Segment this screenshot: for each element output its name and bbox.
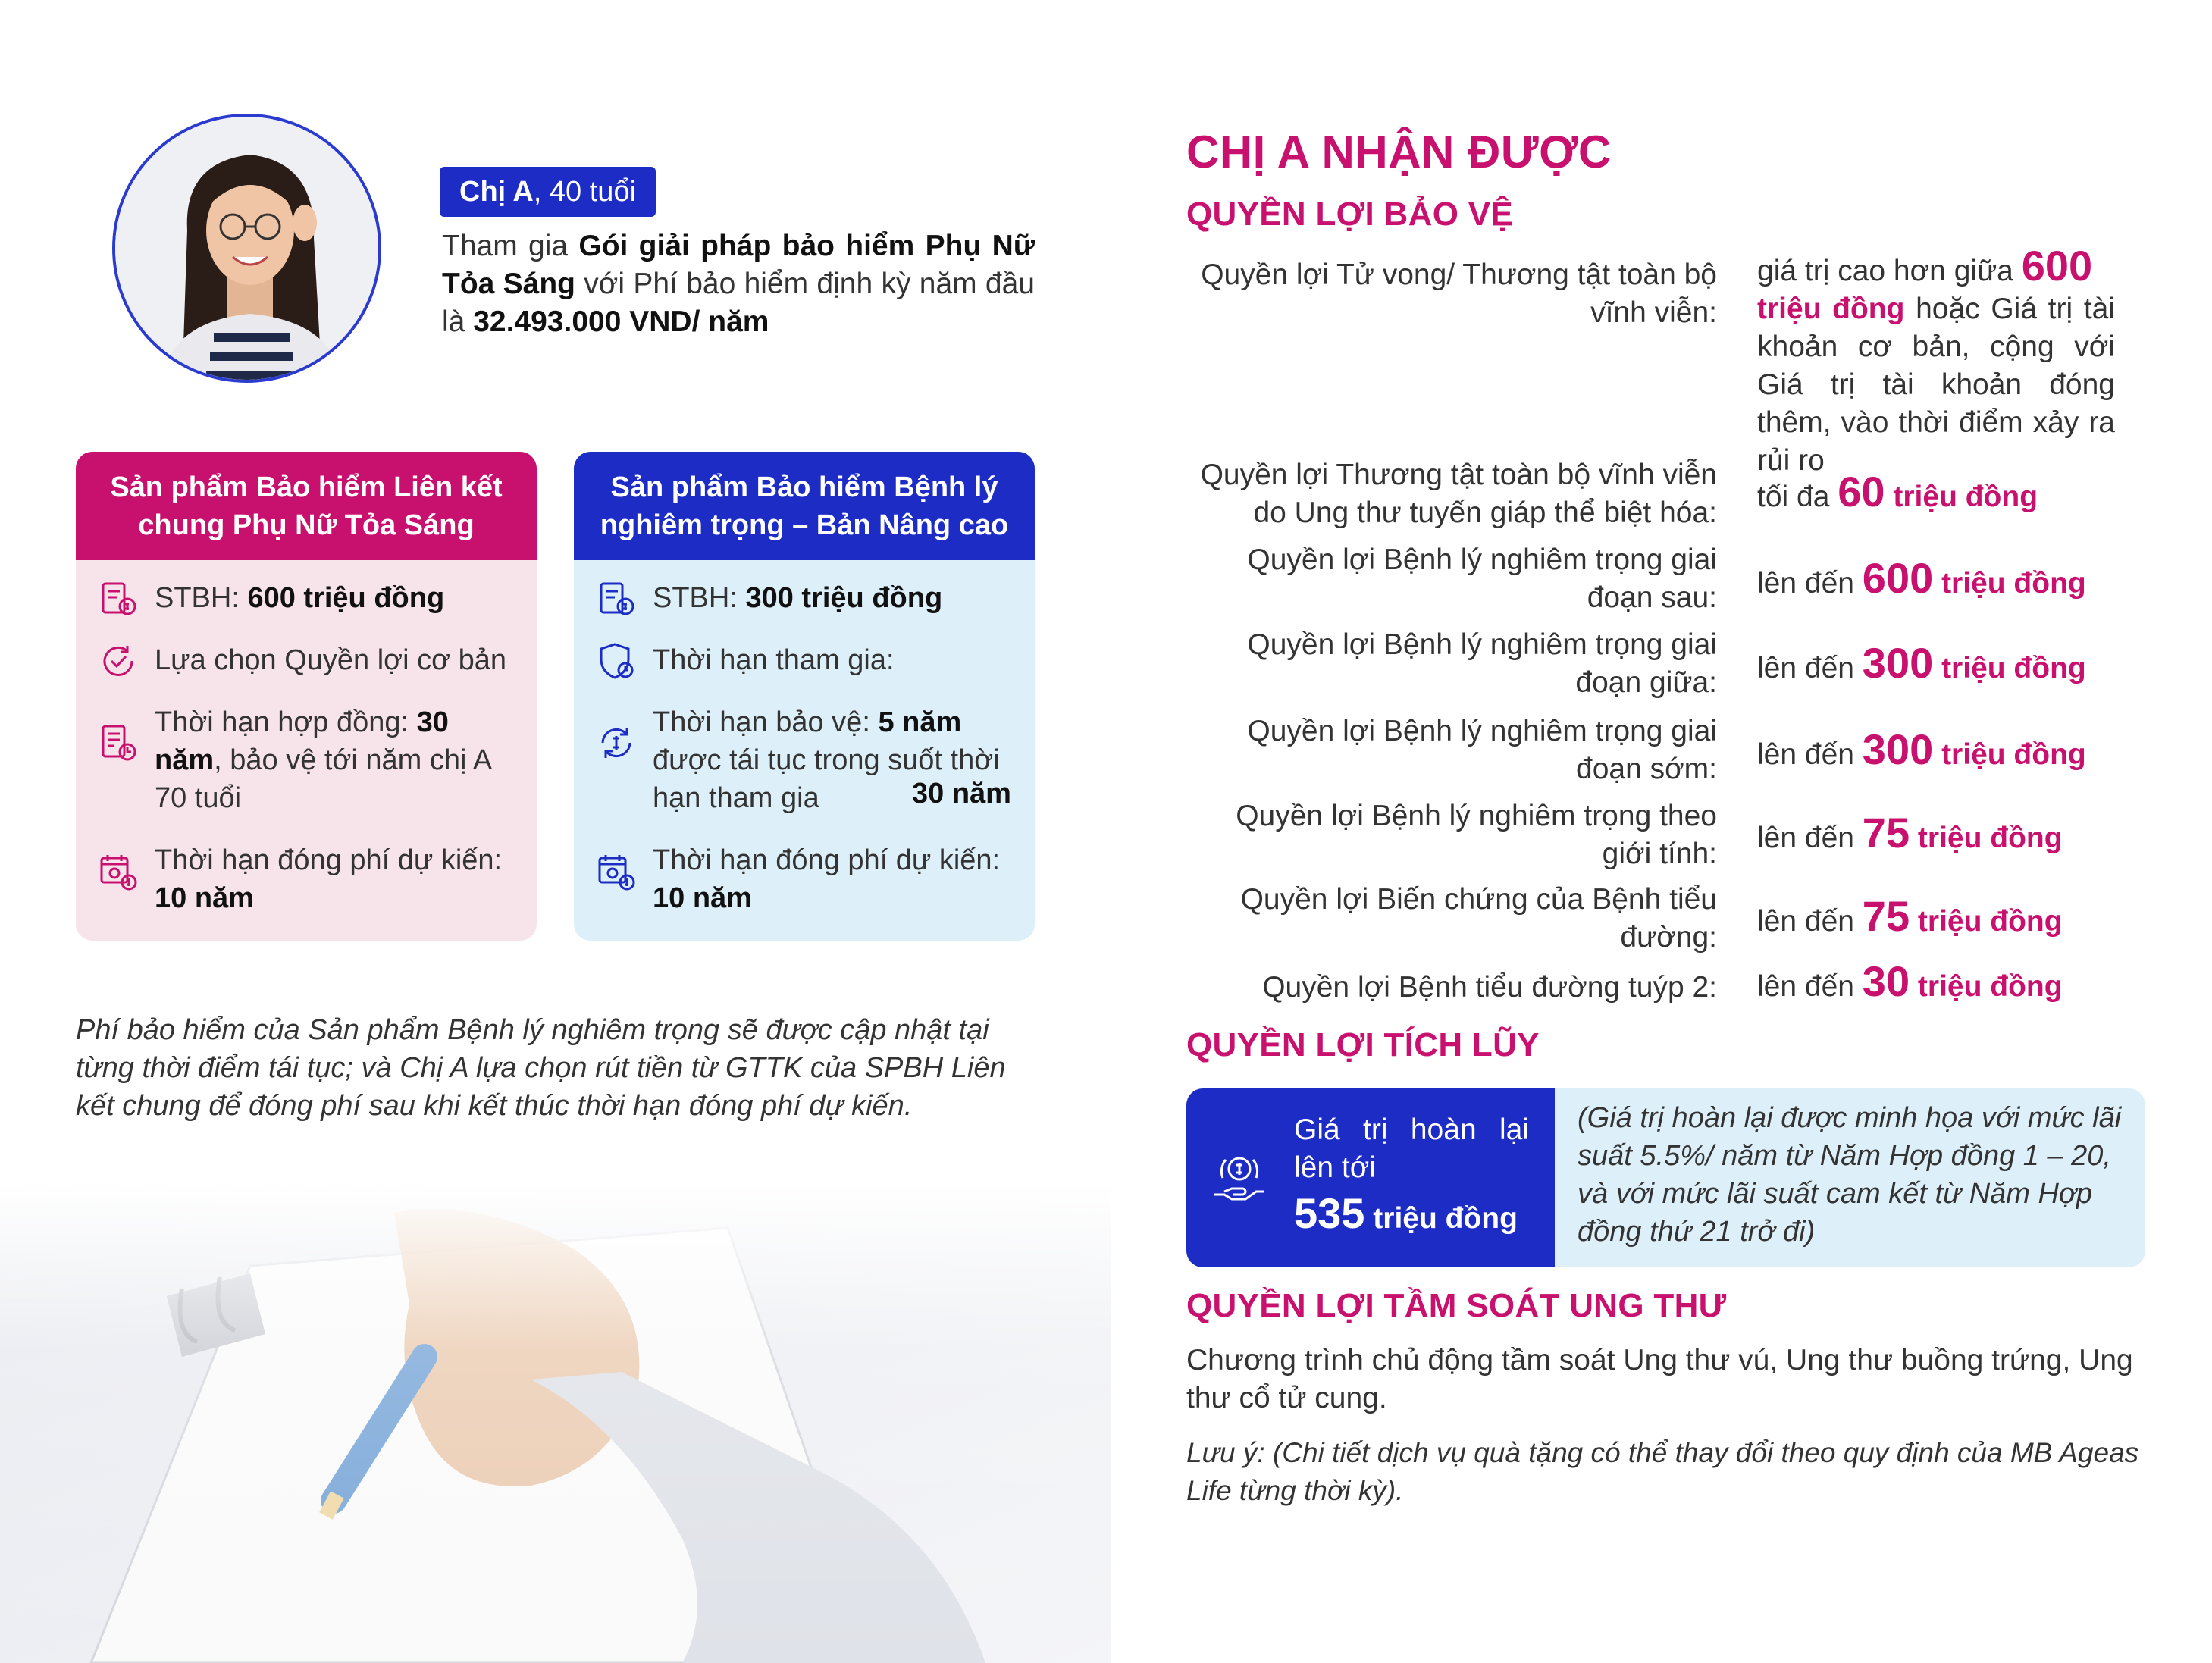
critical-join-term: Thời hạn tham gia: (597, 641, 1015, 681)
contract-clock-icon (99, 723, 138, 763)
benefit-row-value: tối đa 60 triệu đồng (1757, 468, 2038, 515)
premium-note: Phí bảo hiểm của Sản phẩm Bệnh lý nghiêm trọng sẽ được cập nhật tại từng thời điểm tái tục; và Chị A lựa chọn rút tiền từ GTTK của SPBH Liên kết chung để đóng phí sau khi kết thúc thời hạn đóng phí dự kiến. (76, 1014, 1006, 1122)
renew-money-icon (597, 723, 636, 763)
document-signing-photo (0, 1182, 1111, 1663)
surrender-value-panel (1186, 1088, 1555, 1267)
critical-protection-term: Thời hạn bảo vệ: 5 năm được tái tục trong suốt thời hạn tham gia (597, 703, 1015, 817)
linked-product-card (76, 452, 537, 941)
intro-mid: với Phí bảo hiểm định kỳ năm đầu là (442, 268, 1035, 338)
receive-title: CHỊ A NHẬN ĐƯỢC (1186, 127, 1612, 177)
intro-package: Gói giải pháp bảo hiểm Phụ Nữ Tỏa Sáng (442, 230, 1035, 300)
critical-payment-term: Thời hạn đóng phí dự kiến: 10 năm (597, 841, 1015, 917)
screening-note: Lưu ý: (Chi tiết dịch vụ quà tặng có thể thay đổi theo quy định của MB Ageas Life từng thời kỳ). (1186, 1437, 2139, 1506)
surrender-label-line2: lên tới (1294, 1151, 1376, 1184)
benefit-row-value: lên đến 75 triệu đồng (1757, 892, 2063, 940)
critical-illness-title: Sản phẩm Bảo hiểm Bệnh lý nghiêm trọng – Bản Nâng cao (574, 452, 1035, 560)
check-cycle-icon (99, 641, 138, 681)
death-benefit-label: Quyền lợi Tử vong/ Thương tật toàn bộ vĩnh viễn: (1201, 258, 1717, 329)
benefit-row-label: Quyền lợi Bệnh lý nghiêm trọng giai đoạn sau: (1247, 543, 1717, 614)
hand-writing-image (0, 1182, 1111, 1663)
benefit-row-value: lên đến 30 triệu đồng (1757, 957, 2063, 1005)
surrender-label-line1: Giá trị hoàn lại (1294, 1113, 1529, 1146)
woman-portrait-image (115, 117, 381, 383)
benefit-row-value: lên đến 300 triệu đồng (1757, 725, 2086, 773)
accumulation-title: QUYỀN LỢI TÍCH LŨY (1186, 1026, 1540, 1063)
benefit-row-label: Quyền lợi Bệnh tiểu đường tuýp 2: (1262, 971, 1717, 1004)
document-money-icon (597, 579, 636, 619)
calendar-money-icon (99, 852, 138, 891)
screening-text: Chương trình chủ động tầm soát Ung thư vú, Ung thư buồng trứng, Ung thư cổ tử cung. (1186, 1344, 2133, 1414)
intro-prefix: Tham gia (442, 230, 579, 262)
intro-premium: 32.493.000 VND/ năm (473, 305, 769, 338)
linked-payment-term: Thời hạn đóng phí dự kiến: 10 năm (99, 841, 517, 917)
protection-title: QUYỀN LỢI BẢO VỆ (1186, 196, 1514, 233)
customer-avatar (112, 114, 381, 383)
benefit-row-value: lên đến 600 triệu đồng (1757, 554, 2086, 602)
benefit-row-label: Quyền lợi Bệnh lý nghiêm trọng giai đoạn sớm: (1247, 715, 1717, 785)
customer-name-tag (440, 167, 656, 217)
surrender-explanation: (Giá trị hoàn lại được minh họa với mức lãi suất 5.5%/ năm từ Năm Hợp đồng 1 – 20, và với mức lãi suất cam kết từ Năm Hợp đồng thứ 21 trở đi) (1578, 1102, 2122, 1248)
document-money-icon (99, 579, 138, 619)
benefit-row-label: Quyền lợi Bệnh lý nghiêm trọng giai đoạn giữa: (1247, 628, 1717, 699)
customer-age: , 40 tuổi (533, 176, 637, 208)
critical-sum-insured: STBH: 300 triệu đồng (597, 579, 1015, 619)
benefit-row-label: Quyền lợi Thương tật toàn bộ vĩnh viễn do Ung thư tuyến giáp thể biệt hóa: (1200, 459, 1717, 529)
linked-contract-term: Thời hạn hợp đồng: 30 năm, bảo vệ tới năm chị A 70 tuổi (99, 703, 517, 817)
linked-sum-insured: STBH: 600 triệu đồng (99, 579, 517, 619)
death-benefit-value: giá trị cao hơn giữa 600 triệu đồng hoặc Giá trị tài khoản cơ bản, cộng với Giá trị tài khoản đóng thêm, vào thời điểm xảy ra rủi ro (1757, 242, 2116, 477)
shield-clock-icon (597, 641, 636, 681)
hand-coin-icon (1209, 1149, 1270, 1210)
calendar-money-icon (597, 852, 636, 891)
benefit-row-value: lên đến 75 triệu đồng (1757, 809, 2063, 857)
customer-name: Chị A (459, 176, 534, 208)
benefit-row-label: Quyền lợi Biến chứng của Bệnh tiểu đường: (1240, 883, 1717, 954)
linked-product-title: Sản phẩm Bảo hiểm Liên kết chung Phụ Nữ Tỏa Sáng (76, 452, 537, 560)
critical-join-value: 30 năm (912, 778, 1011, 810)
critical-illness-card (574, 452, 1035, 941)
linked-option: Lựa chọn Quyền lợi cơ bản (99, 641, 517, 681)
surrender-amount: 535 triệu đồng (1294, 1189, 1518, 1237)
benefit-row-label: Quyền lợi Bệnh lý nghiêm trọng theo giới tính: (1236, 800, 1717, 870)
benefit-row-value: lên đến 300 triệu đồng (1757, 639, 2086, 687)
surrender-value-box (1186, 1088, 2145, 1267)
screening-title: QUYỀN LỢI TẦM SOÁT UNG THƯ (1186, 1287, 1727, 1324)
customer-intro (442, 227, 1035, 341)
